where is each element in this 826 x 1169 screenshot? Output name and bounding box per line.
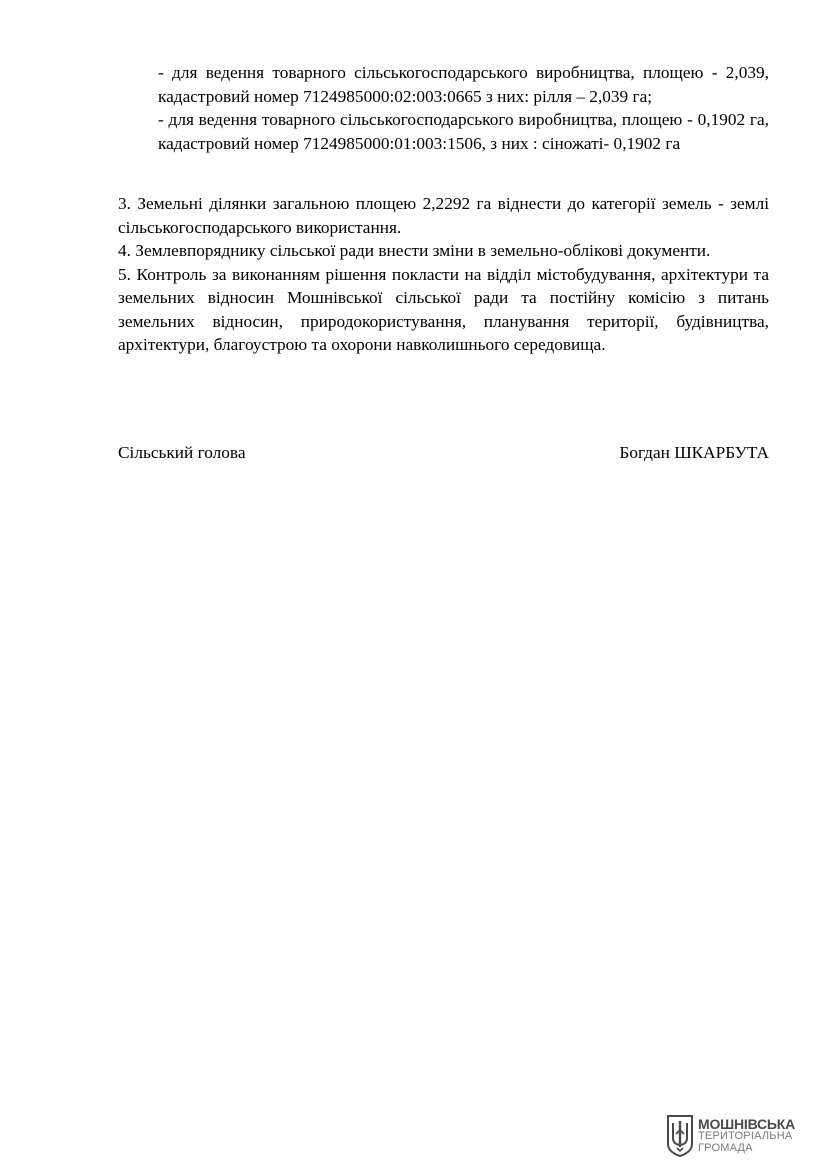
land-plot-item-1: - для ведення товарного сільськогосподарського виробництва, площею - 2,039, кадастровий номер 7124985000:02:003:0665 з них: рілля – 2,039 га; [158, 63, 769, 106]
logo-title: МОШНІВСЬКА [698, 1116, 796, 1132]
logo-subtitle-line2: ГРОМАДА [698, 1142, 753, 1154]
logo-subtitle-line1: ТЕРИТОРІАЛЬНА [698, 1130, 793, 1142]
land-plot-item-2: - для ведення товарного сільськогосподарського виробництва, площею - 0,1902 га, кадастровий номер 7124985000:01:003:1506, з них : сіножаті- 0,1902 га [158, 110, 769, 153]
trident-coat-of-arms-icon [666, 1114, 694, 1158]
decision-item-3: 3. Земельні ділянки загальною площею 2,2292 га віднести до категорії земель - землі сільськогосподарського використання. [118, 194, 769, 237]
decision-item-5: 5. Контроль за виконанням рішення покласти на відділ містобудування, архітектури та земельних відносин Мошнівської сільської ради та постійну комісію з питань земельних відносин, природокористування, планування території, будівництва, архітектури, благоустрою та охорони навколишнього середовища. [118, 264, 769, 354]
land-plot-list [118, 61, 769, 155]
signature-position: Сільський голова [118, 443, 246, 462]
signature-block [118, 441, 769, 464]
decision-items [118, 192, 769, 357]
signature-name: Богдан ШКАРБУТА [619, 443, 769, 462]
decision-item-4: 4. Землевпоряднику сільської ради внести зміни в земельно-облікові документи. [118, 241, 711, 260]
community-logo [666, 1114, 795, 1158]
